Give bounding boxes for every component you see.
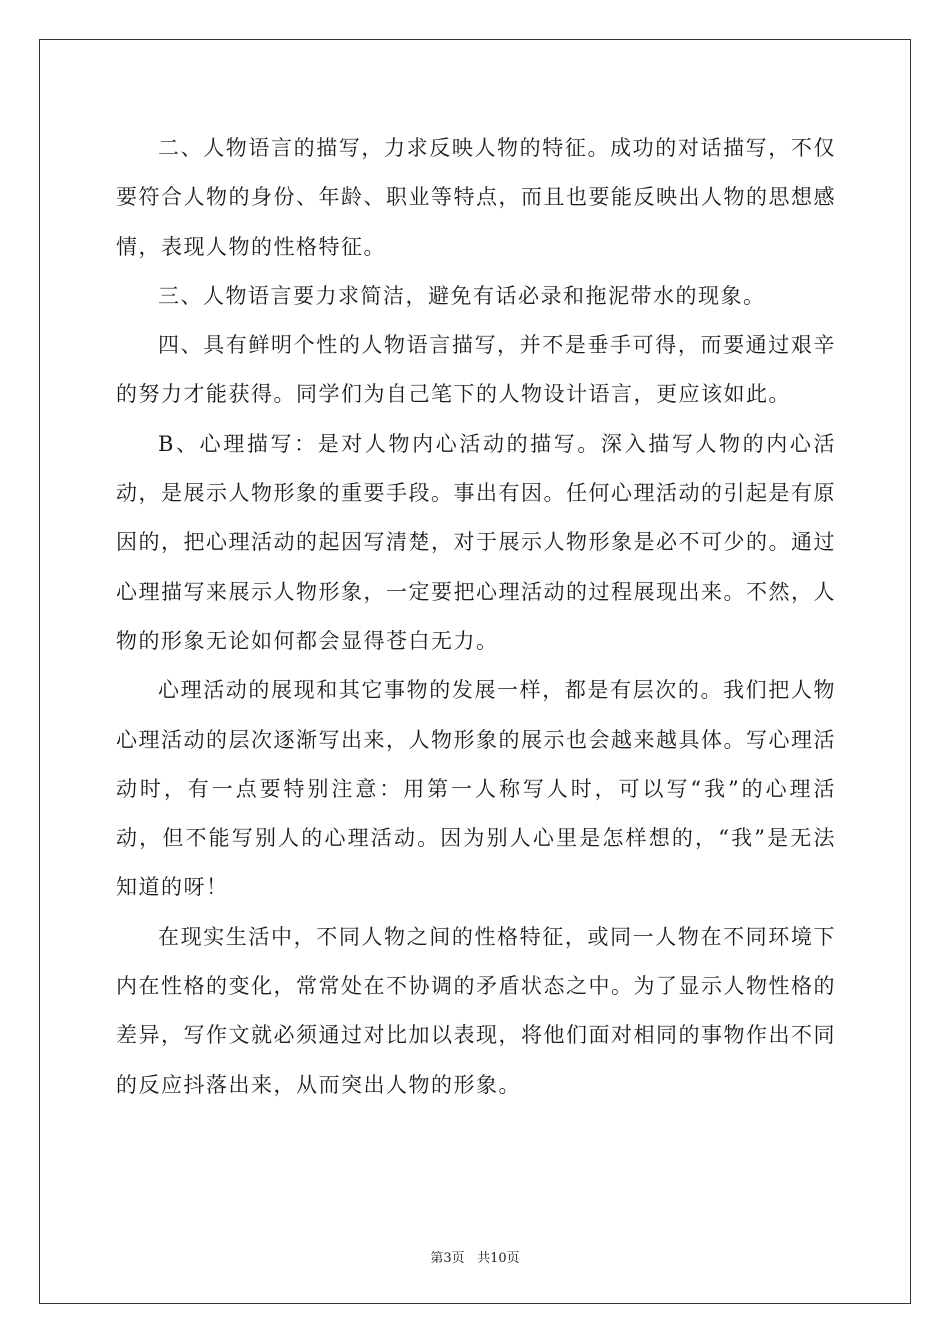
paragraph-dialogue-personality: 四、具有鲜明个性的人物语言描写，并不是垂手可得，而要通过艰辛的努力才能获得。同学们为自己笔下的人物设计语言，更应该如此。: [116, 333, 836, 407]
page-total: 共10页: [477, 1251, 520, 1266]
page-number: 第3页: [430, 1251, 465, 1266]
paragraph-character-contrast: 在现实生活中，不同人物之间的性格特征，或同一人物在不同环境下内在性格的变化，常常处在不协调的矛盾状态之中。为了显示人物性格的差异，写作文就必须通过对比加以表现，将他们面对相同的事物作出不同的反应抖落出来，从而突出人物的形象。: [116, 924, 836, 1097]
paragraph-psychological-layers: 心理活动的展现和其它事物的发展一样，都是有层次的。我们把人物心理活动的层次逐渐写出来，人物形象的展示也会越来越具体。写心理活动时，有一点要特别注意：用第一人称写人时，可以写“我”的心理活动，但不能写别人的心理活动。因为别人心里是怎样想的，“我”是无法知道的呀！: [116, 678, 836, 900]
paragraph-psychological-description: B、心理描写：是对人物内心活动的描写。深入描写人物的内心活动，是展示人物形象的重要手段。事出有因。任何心理活动的引起是有原因的，把心理活动的起因写清楚，对于展示人物形象是必不可少的。通过心理描写来展示人物形象，一定要把心理活动的过程展现出来。不然，人物的形象无论如何都会显得苍白无力。: [116, 431, 836, 653]
document-body: [116, 124, 836, 1110]
paragraph-dialogue-features: 二、人物语言的描写，力求反映人物的特征。成功的对话描写，不仅要符合人物的身份、年龄、职业等特点，而且也要能反映出人物的思想感情，表现人物的性格特征。: [116, 136, 836, 259]
page-footer: [0, 1247, 950, 1266]
paragraph-dialogue-concise: 三、人物语言要力求简洁，避免有话必录和拖泥带水的现象。: [158, 283, 766, 308]
